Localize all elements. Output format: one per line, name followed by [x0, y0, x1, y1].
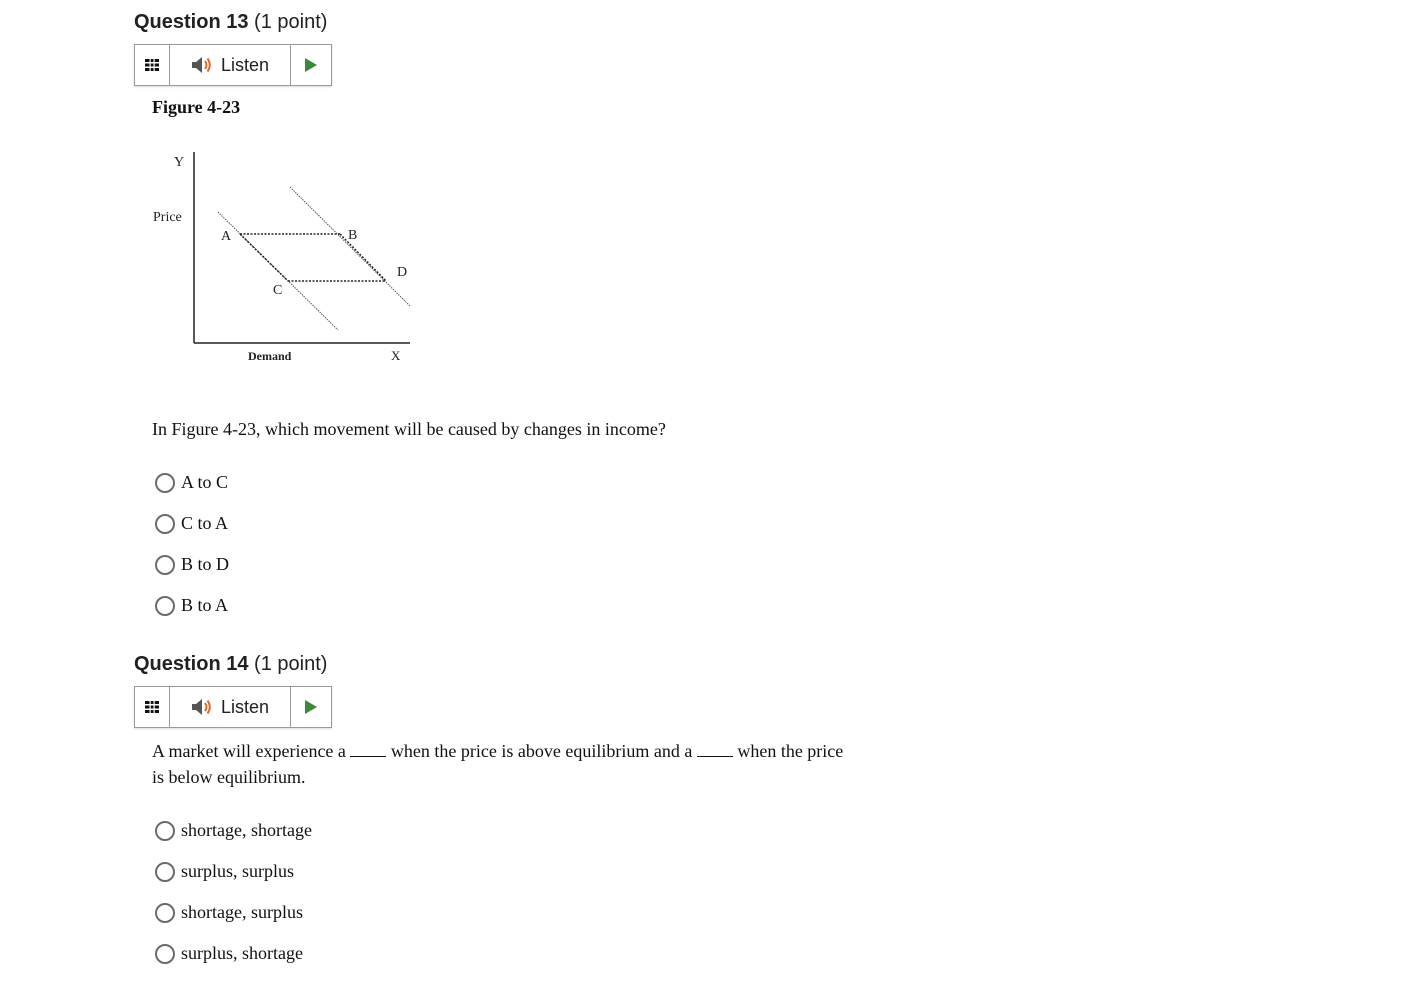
- listen-button[interactable]: [170, 687, 291, 727]
- q13-option-2[interactable]: [155, 513, 228, 534]
- demand-shift-figure: [140, 140, 440, 380]
- radio-button[interactable]: [155, 473, 175, 493]
- blank-2: [697, 742, 733, 757]
- question-13-text: In Figure 4-23, which movement will be caused by changes in income?: [152, 419, 666, 439]
- option-label: B to A: [181, 595, 229, 615]
- figure-title: Figure 4-23: [152, 97, 241, 117]
- question-14-number: Question 14: [134, 653, 249, 675]
- question-14-part1: A market will experience a: [152, 741, 346, 761]
- question-14-line2: is below equilibrium.: [152, 767, 306, 787]
- radio-button[interactable]: [155, 821, 175, 841]
- readspeaker-menu-button[interactable]: [135, 45, 170, 85]
- readspeaker-toolbar-14: [134, 686, 332, 728]
- play-icon: [304, 57, 318, 73]
- q13-option-3[interactable]: [155, 554, 229, 575]
- q14-option-1[interactable]: [155, 820, 312, 841]
- menu-icon: [144, 700, 160, 714]
- readspeaker-menu-button[interactable]: [135, 687, 170, 727]
- option-label: shortage, shortage: [181, 820, 312, 840]
- radio-button[interactable]: [155, 596, 175, 616]
- listen-label: Listen: [220, 54, 270, 75]
- y-axis-label: Y: [174, 155, 185, 170]
- radio-button[interactable]: [155, 903, 175, 923]
- listen-label: Listen: [220, 696, 270, 717]
- point-d-label: D: [397, 265, 408, 280]
- question-14-heading: [134, 653, 327, 676]
- play-button[interactable]: [291, 45, 331, 85]
- dotted-line-b-d: [340, 234, 386, 281]
- question-13-number: Question 13: [134, 11, 249, 33]
- radio-button[interactable]: [155, 944, 175, 964]
- option-label: C to A: [181, 513, 229, 533]
- play-button[interactable]: [291, 687, 331, 727]
- demand-curve-2: [290, 187, 410, 306]
- question-13-heading: [134, 11, 327, 34]
- question-14-part2: when the price is above equilibrium and a: [390, 741, 693, 761]
- option-label: surplus, shortage: [181, 943, 303, 963]
- option-label: shortage, surplus: [181, 902, 303, 922]
- x-axis-label: X: [391, 348, 401, 363]
- play-icon: [304, 699, 318, 715]
- blank-1: [350, 742, 386, 757]
- demand-label: Demand: [248, 349, 292, 363]
- radio-button[interactable]: [155, 862, 175, 882]
- q14-option-3[interactable]: [155, 902, 303, 923]
- option-label: A to C: [181, 472, 229, 492]
- point-a-label: A: [221, 229, 232, 244]
- listen-button[interactable]: [170, 45, 291, 85]
- question-14-part3: when the price: [737, 741, 844, 761]
- menu-icon: [144, 58, 160, 72]
- q13-option-1[interactable]: [155, 472, 228, 493]
- speaker-icon: [191, 697, 213, 717]
- speaker-icon: [191, 55, 213, 75]
- option-label: B to D: [181, 554, 230, 574]
- question-14-text: [152, 738, 912, 790]
- radio-button[interactable]: [155, 555, 175, 575]
- price-label: Price: [153, 210, 182, 225]
- question-14-points: (1 point): [254, 653, 328, 675]
- q13-option-4[interactable]: [155, 595, 228, 616]
- q14-option-2[interactable]: [155, 861, 294, 882]
- radio-button[interactable]: [155, 514, 175, 534]
- q14-option-4[interactable]: [155, 943, 303, 964]
- readspeaker-toolbar-13: [134, 44, 332, 86]
- question-13-points: (1 point): [254, 11, 328, 33]
- option-label: surplus, surplus: [181, 861, 295, 881]
- point-b-label: B: [348, 228, 358, 243]
- point-c-label: C: [273, 283, 283, 298]
